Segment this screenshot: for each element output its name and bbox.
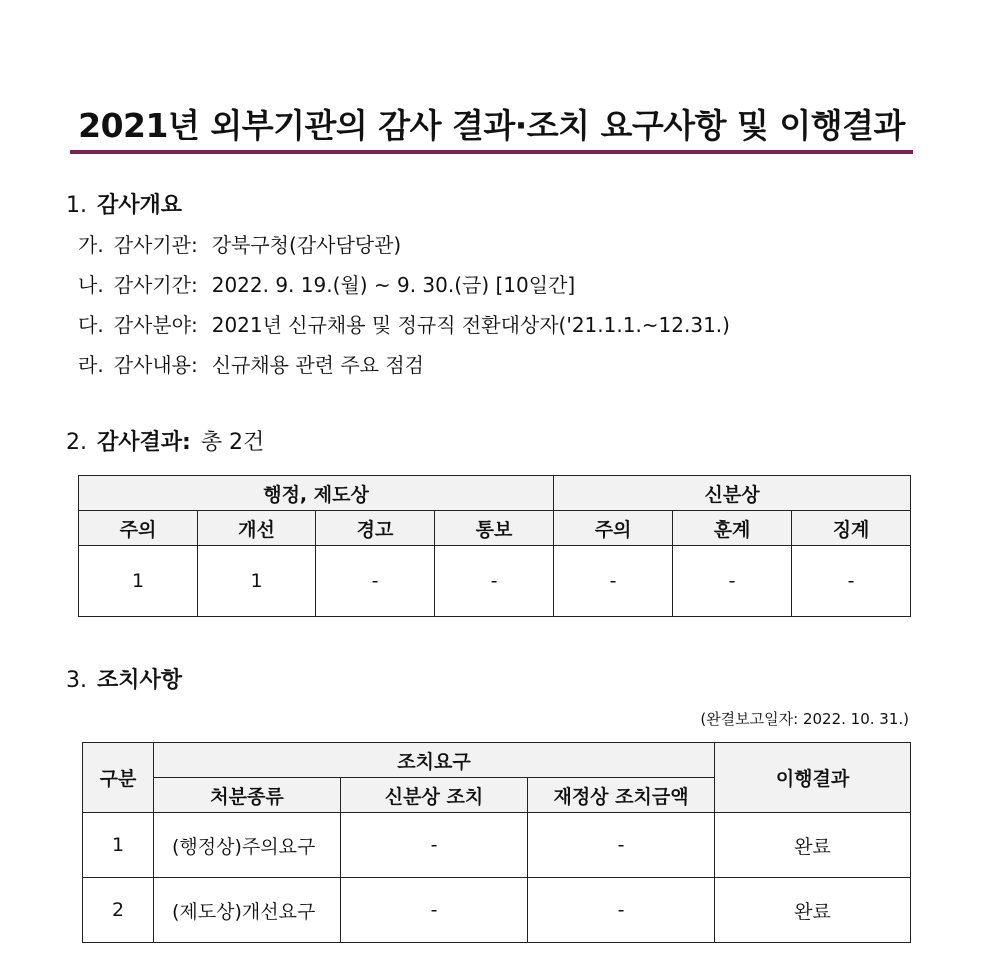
overview-item-content: [78, 351, 424, 379]
finance-amount: -: [528, 878, 715, 943]
column-header: 훈계: [673, 511, 792, 546]
overview-item-period: [78, 271, 575, 299]
item-mark: 라.: [78, 353, 104, 377]
section2-number: 2.: [66, 430, 87, 455]
item-value: 신규채용 관련 주요 점검: [211, 353, 424, 377]
section3-heading: [66, 666, 182, 696]
table-cell: -: [435, 546, 554, 617]
result: 완료: [715, 813, 911, 878]
table-cell: 1: [198, 546, 316, 617]
item-value: 2021년 신규채용 및 정규직 전환대상자('21.1.1.~12.31.): [211, 313, 730, 337]
disposition-kind: (행정상)주의요구: [154, 813, 341, 878]
section1-title: 감사개요: [97, 193, 183, 218]
item-mark: 가.: [78, 233, 104, 257]
header-status-action: 신분상 조치: [341, 778, 528, 813]
row-number: 2: [83, 878, 154, 943]
action-table: [82, 742, 911, 943]
section2-heading: [66, 428, 264, 458]
overview-item-agency: [78, 231, 401, 259]
table-cell: -: [316, 546, 435, 617]
disposition-kind: (제도상)개선요구: [154, 878, 341, 943]
item-label: 감사기관:: [113, 233, 198, 257]
table-cell: 1: [79, 546, 198, 617]
item-value: 2022. 9. 19.(월) ~ 9. 30.(금) [10일간]: [211, 273, 576, 297]
table-cell: -: [792, 546, 911, 617]
section3-title: 조치사항: [97, 668, 183, 693]
section2-title: 감사결과:: [97, 430, 191, 455]
column-header: 개선: [198, 511, 316, 546]
column-header: 경고: [316, 511, 435, 546]
table-cell: -: [673, 546, 792, 617]
title-underline: [70, 150, 913, 154]
section1-number: 1.: [66, 193, 87, 218]
table-row: [83, 878, 911, 943]
header-category: 구분: [83, 743, 154, 813]
column-header: 징계: [792, 511, 911, 546]
table-row: [83, 813, 911, 878]
section3-number: 3.: [66, 668, 87, 693]
group-header-status: 신분상: [554, 476, 911, 511]
result: 완료: [715, 878, 911, 943]
item-mark: 나.: [78, 273, 104, 297]
status-action: -: [341, 813, 528, 878]
header-finance-amount: 재정상 조치금액: [528, 778, 715, 813]
group-header-admin: 행정, 제도상: [79, 476, 554, 511]
section2-count: 총 2건: [200, 430, 265, 455]
header-disposition-kind: 처분종류: [154, 778, 341, 813]
row-number: 1: [83, 813, 154, 878]
column-header: 주의: [554, 511, 673, 546]
finance-amount: -: [528, 813, 715, 878]
item-mark: 다.: [78, 313, 104, 337]
item-label: 감사내용:: [113, 353, 198, 377]
completion-report-date: (완결보고일자: 2022. 10. 31.): [700, 710, 909, 728]
item-label: 감사분야:: [113, 313, 198, 337]
item-value: 강북구청(감사담당관): [211, 233, 402, 257]
audit-result-table: [78, 475, 911, 617]
document-title: 2021년 외부기관의 감사 결과·조치 요구사항 및 이행결과: [78, 106, 905, 145]
item-label: 감사기간:: [113, 273, 198, 297]
table-cell: -: [554, 546, 673, 617]
section1-heading: [66, 191, 182, 221]
column-header: 주의: [79, 511, 198, 546]
header-result: 이행결과: [715, 743, 911, 813]
status-action: -: [341, 878, 528, 943]
overview-item-field: [78, 311, 730, 339]
header-action-request: 조치요구: [154, 743, 715, 778]
column-header: 통보: [435, 511, 554, 546]
